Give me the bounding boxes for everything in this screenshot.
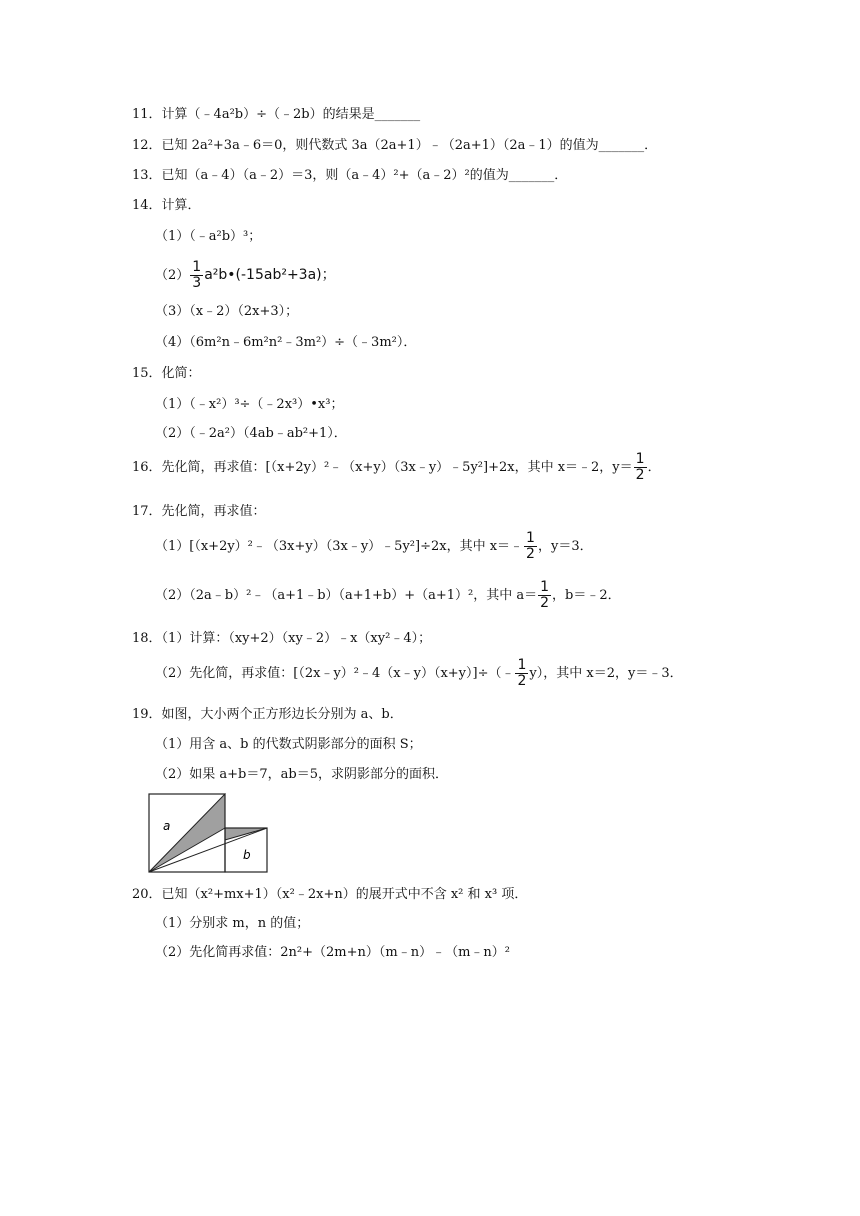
problem-18-2 [155,657,683,691]
problem-13: 13．已知（a﹣4）（a﹣2）＝3，则（a﹣4）²+（a﹣2）²的值为_______． [132,168,568,183]
fraction-denominator: 2 [517,673,527,689]
problem-14-4: （4）（6m²n﹣6m²n²﹣3m²）÷（﹣3m²）． [155,335,417,350]
problem-15-2: （2）（﹣2a²）（4ab﹣ab²+1）． [155,426,347,441]
problem-20: 20．已知（x²+mx+1）（x²﹣2x+n）的展开式中不含 x² 和 x³ 项． [132,887,528,902]
fraction-one-half [524,531,537,562]
problem-18-1: 18．（1）计算：（xy+2）（xy﹣2）﹣x（xy²﹣4）； [132,631,432,646]
fraction-denominator: 3 [192,275,202,291]
fraction-numerator: 1 [635,451,645,467]
problem-19: 19．如图，大小两个正方形边长分别为 a、b． [132,707,403,722]
fraction-denominator: 2 [526,546,535,562]
fraction-one-half [515,658,528,689]
fraction-numerator: 1 [192,259,202,275]
problem-14-2 [155,258,336,293]
fraction-numerator: 1 [526,530,535,546]
problem-11: 11．计算（﹣4a²b）÷（﹣2b）的结果是_______ [132,107,421,122]
problem-14-2-prefix: （2） [155,268,190,283]
fraction-numerator: 1 [540,579,550,595]
problem-14: 14．计算． [132,198,201,213]
problem-20-1: （1）分别求 m，n 的值； [155,916,310,931]
problem-17: 17．先化简，再求值： [132,504,266,519]
fraction-numerator: 1 [517,657,527,673]
problem-18-2-main: （2）先化简，再求值：[（2x﹣y）²﹣4（x﹣y）（x+y）]÷（﹣ [155,666,515,681]
problem-14-1: （1）（﹣a²b）³； [155,229,262,244]
problem-17-1 [155,530,593,564]
problem-12: 12．已知 2a²+3a﹣6＝0，则代数式 3a（2a+1）﹣（2a+1）（2a﹣1）的值为_______． [132,138,658,153]
problem-19-1: （1）用含 a、b 的代数式阴影部分的面积 S； [155,737,422,752]
problem-17-1-end: ，y＝3． [537,539,593,554]
problem-15-1: （1）（﹣x²）³÷（﹣2x³）•x³； [155,397,344,412]
problem-18-2-end: y），其中 x＝2，y＝﹣3． [529,666,683,681]
fraction-denominator: 2 [540,595,550,611]
problem-20-2: （2）先化简再求值：2n²+（2m+n）（m﹣n）﹣（m﹣n）² [155,945,510,960]
problem-16-end: ． [647,460,661,475]
problem-17-2-main: （2）（2a﹣b）²﹣（a+1﹣b）（a+1+b）+（a+1）²，其中 a＝ [155,588,538,603]
problem-17-2 [155,579,621,613]
problem-14-3: （3）（x﹣2）（2x+3）； [155,304,299,319]
problem-16-main: 16．先化简，再求值：[（x+2y）²﹣（x+y）（3x﹣y）﹣5y²]+2x，其中 x＝﹣2，y＝ [132,460,633,475]
fraction-one-third [190,260,203,291]
label-a: a [163,819,171,833]
label-b: b [243,848,251,862]
problem-14-2-expr: a²b•(-15ab²+3a)； [204,267,336,283]
problem-15: 15．化简： [132,366,201,381]
shaded-region [149,794,225,872]
problem-19-2: （2）如果 a+b＝7，ab＝5，求阴影部分的面积． [155,767,448,782]
squares-figure [148,793,270,877]
problem-17-2-end: ，b＝﹣2． [552,588,621,603]
fraction-denominator: 2 [635,467,645,483]
problem-17-1-main: （1）[（x+2y）²﹣（3x+y）（3x﹣y）﹣5y²]÷2x，其中 x＝﹣ [155,539,524,554]
shaded-region-small [225,828,267,840]
fraction-one-half [538,580,551,611]
fraction-one-half [634,452,647,483]
problem-16 [132,451,661,485]
squares-diagram [148,793,270,873]
